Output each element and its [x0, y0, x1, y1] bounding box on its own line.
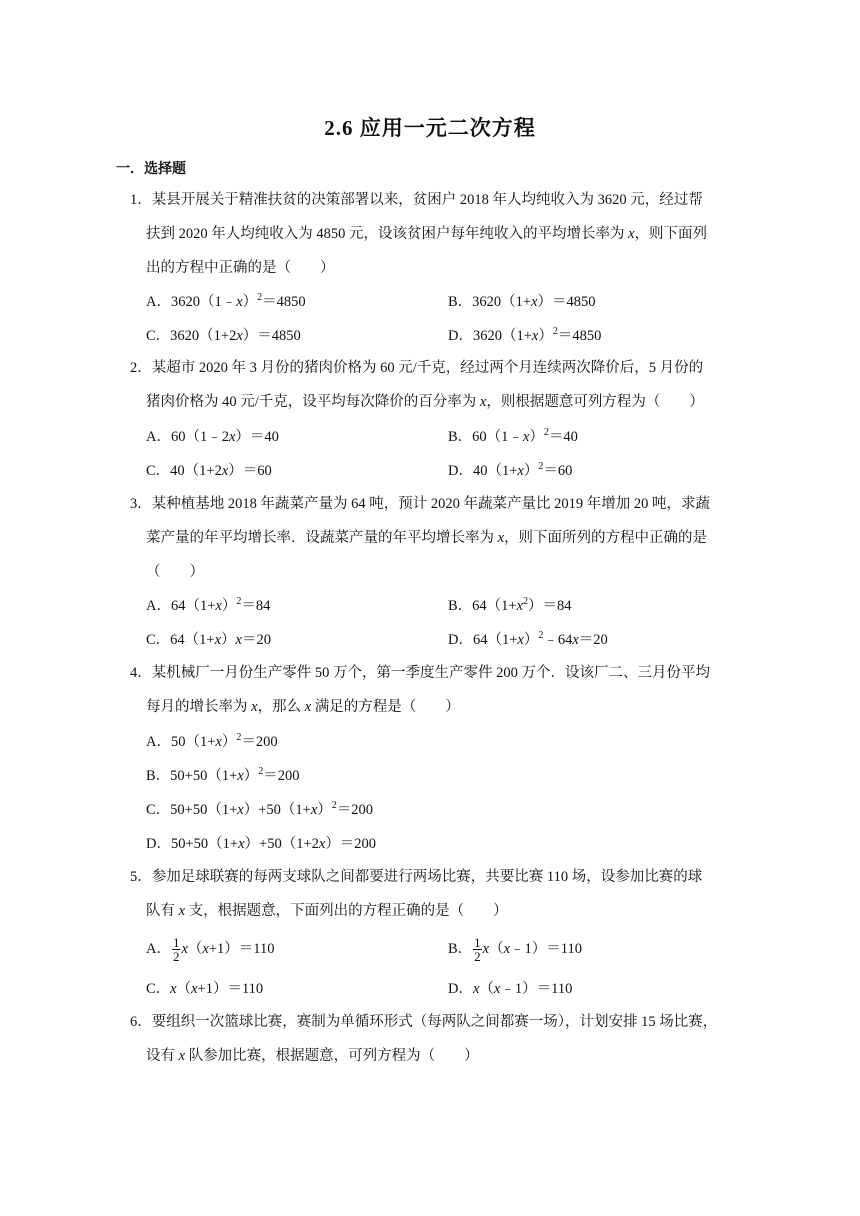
- q3-option-d: D．$64(1+x)^2﹣64x=20$: [448, 630, 608, 648]
- section-heading: 一．选择题: [116, 162, 186, 177]
- q2-option-d: D．$40(1+x)^2=60$: [448, 461, 573, 479]
- q5-option-a: A． $\frac{1}{2}$ x（x+1）＝110: [146, 935, 275, 964]
- q4-option-d: D．50+50（1+x）+50（1+2x）＝200: [146, 836, 377, 852]
- q3-option-c: C．64（1+x）x＝20: [146, 632, 271, 648]
- q1-option-d: D．$3620(1+x)^2=4850$: [448, 326, 602, 344]
- fraction-one-half: $\frac{1}{2}$: [474, 935, 481, 964]
- q3-line-1: 3．某种植基地 2018 年蔬菜产量为 64 吨，预计 2020 年蔬菜产量比 2019 年增加 20 吨，求蔬: [130, 496, 710, 512]
- q1-line-1: 1．某县开展关于精准扶贫的决策部署以来，贫困户 2018 年人均纯收入为 3620 元，经过帮: [130, 192, 703, 208]
- q2-option-a: A．60（1﹣2x）＝40: [146, 429, 279, 445]
- q1-line-3: 出的方程中正确的是（ ）: [146, 260, 335, 276]
- q5-option-c: C．x（x+1）＝110: [146, 981, 264, 997]
- q5-option-d: D．x（x﹣1）＝110: [448, 981, 573, 997]
- fraction-one-half: $\frac{1}{2}$: [172, 935, 180, 964]
- q5-line-1: 5．参加足球联赛的每两支球队之间都要进行两场比赛，共要比赛 110 场，设参加比赛的球: [130, 869, 703, 885]
- q1-option-b: B．3620（1+x）＝4850: [448, 294, 596, 310]
- q2-option-c: C．40（1+2x）＝60: [146, 463, 272, 479]
- q1-option-c: C．3620（1+2x）＝4850: [146, 328, 301, 344]
- q2-line-1: 2．某超市 2020 年 3 月份的猪肉价格为 60 元/千克，经过两个月连续两次降价后，5 月份的: [130, 360, 704, 376]
- q4-option-c: C．$50+50(1+x)+50(1+x)^2=200$: [146, 800, 374, 818]
- q3-line-3: （ ）: [146, 564, 204, 580]
- q1-line-2: 扶到 2020 年人均纯收入为 4850 元，设该贫困户每年纯收入的平均增长率为 x，则下面列: [146, 226, 708, 242]
- q4-option-a: A．$50(1+x)^2=200$: [146, 732, 278, 750]
- q5-line-2: 队有 x 支，根据题意，下面列出的方程正确的是（ ）: [146, 903, 508, 919]
- q4-line-1: 4．某机械厂一月份生产零件 50 万个，第一季度生产零件 200 万个．设该厂二、三月份平均: [130, 665, 710, 681]
- q6-line-1: 6．要组织一次篮球比赛，赛制为单循环形式（每两队之间都赛一场），计划安排 15 场比赛，: [130, 1014, 718, 1030]
- q5-option-b: B． $\frac{1}{2}$ x（x﹣1）＝110: [448, 935, 583, 964]
- q3-option-a: A．$64(1+x)^2=84$: [146, 596, 271, 614]
- q6-line-2: 设有 x 队参加比赛，根据题意，可列方程为（ ）: [146, 1048, 479, 1064]
- q4-option-b: B．$50+50(1+x)^2=200$: [146, 766, 300, 784]
- q2-line-2: 猪肉价格为 40 元/千克，设平均每次降价的百分率为 x，则根据题意可列方程为（ ）: [146, 394, 704, 410]
- q3-line-2: 菜产量的年平均增长率．设蔬菜产量的年平均增长率为 x，则下面所列的方程中正确的是: [146, 530, 708, 546]
- q2-option-b: B．60（1﹣x）$^2$＝40: [448, 427, 578, 445]
- page-title: 2.6 应用一元二次方程: [324, 116, 536, 140]
- q4-line-2: 每月的增长率为 x，那么 x 满足的方程是（ ）: [146, 699, 460, 715]
- q3-option-b: B．$64(1+x^2)=84$: [448, 596, 572, 614]
- q1-option-a: A．3620（1﹣x）$^2$＝4850: [146, 292, 306, 310]
